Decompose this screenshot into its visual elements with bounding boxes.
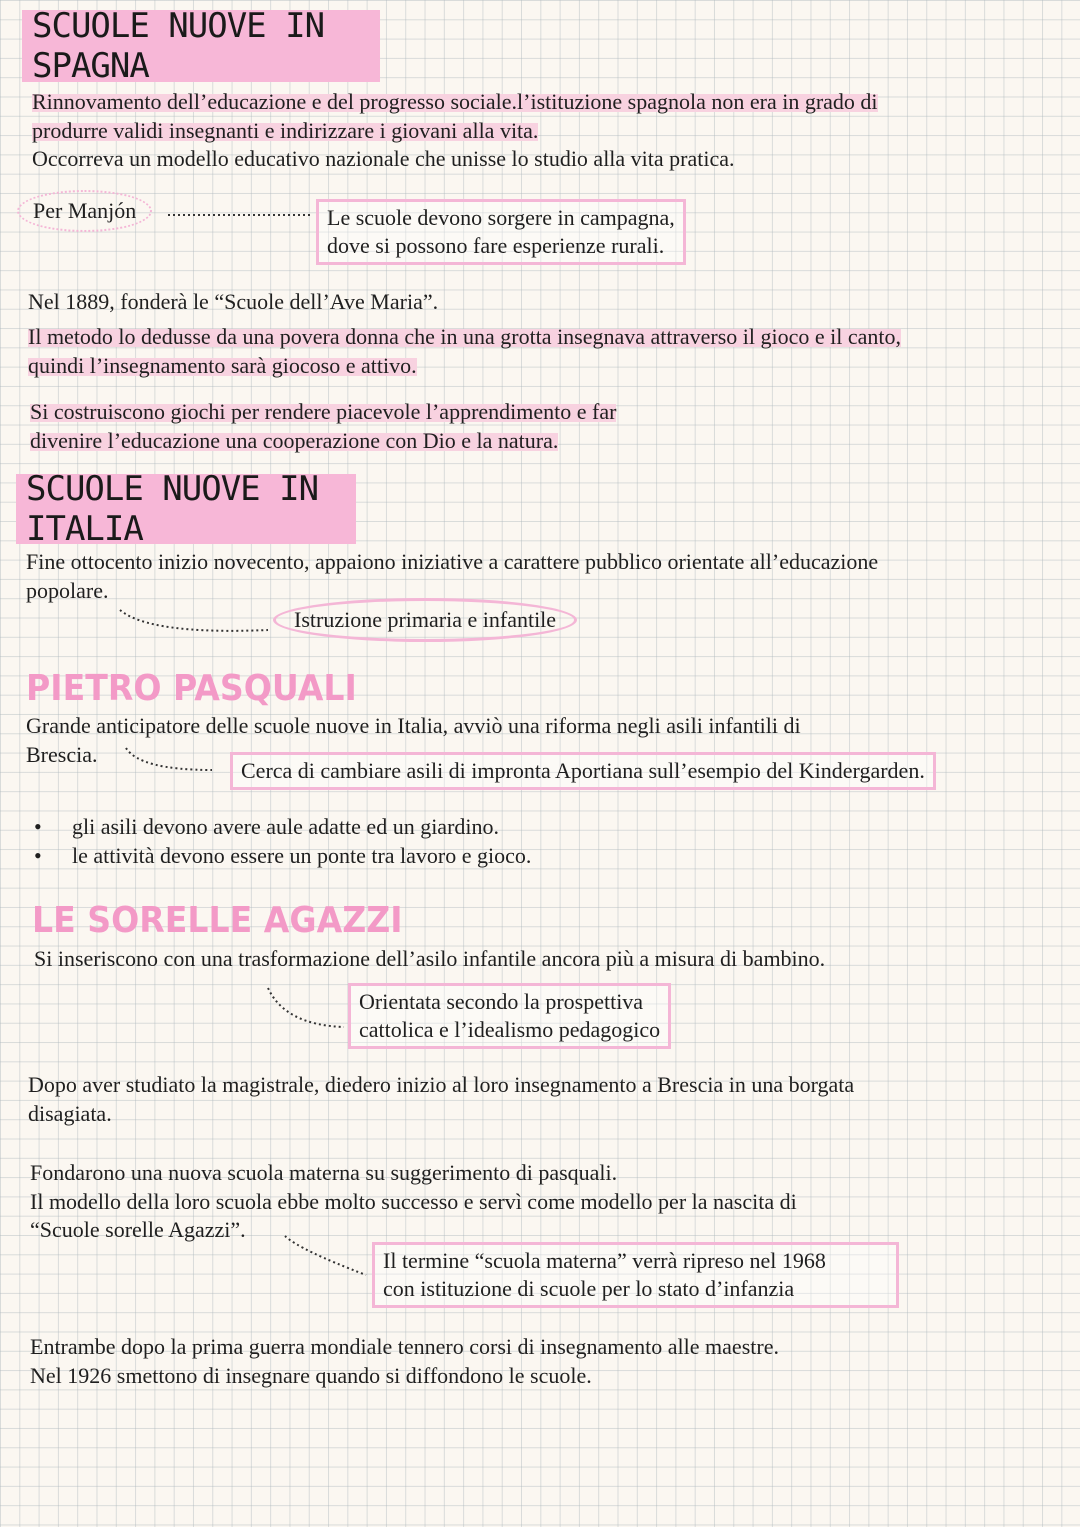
spagna-intro-line-2: produrre validi insegnanti e indirizzare i giovani alla vita.	[32, 117, 539, 143]
connector-agazzi	[268, 988, 344, 1027]
fondarono-line-2: Il modello della loro scuola ebbe molto successo e servì come modello per la nascita di	[30, 1188, 797, 1214]
manjon-box	[316, 199, 686, 265]
manjon-box-line-1: Le scuole devono sorgere in campagna,	[327, 205, 675, 230]
games-text	[30, 398, 616, 455]
ending-line-2: Nel 1926 smettono di insegnare quando si diffondono le scuole.	[30, 1362, 592, 1388]
agazzi-box	[348, 983, 671, 1049]
founding-text: Nel 1889, fonderà le “Scuole dell’Ave Maria”.	[28, 289, 439, 314]
bullet-item: • gli asili devono avere aule adatte ed un giardino.	[28, 813, 531, 842]
fondarono-text	[30, 1159, 797, 1245]
materna-box-line-2: con istituzione di scuole per lo stato d’infanzia	[383, 1276, 795, 1301]
italia-intro-line-1: Fine ottocento inizio novecento, appaiono iniziative a carattere pubblico orientate all’educazione	[26, 549, 879, 574]
bullet-item: • le attività devono essere un ponte tra lavoro e gioco.	[28, 842, 531, 871]
pasquali-line-2: Brescia.	[26, 741, 98, 767]
istruzione-oval: Istruzione primaria e infantile	[273, 598, 577, 642]
magistrale-line-2: disagiata.	[28, 1100, 112, 1126]
italia-intro-line-2: popolare.	[26, 577, 109, 603]
connector-istruzione	[120, 610, 268, 631]
method-line-2: quindi l’insegnamento sarà giocoso e attivo.	[28, 352, 417, 378]
manjon-label: Per Manjón	[17, 190, 152, 232]
agazzi-box-line-2: cattolica e l’idealismo pedagogico	[359, 1017, 661, 1042]
fondarono-line-3: “Scuole sorelle Agazzi”.	[30, 1217, 246, 1242]
ending-line-1: Entrambe dopo la prima guerra mondiale tennero corsi di insegnamento alle maestre.	[30, 1334, 779, 1359]
agazzi-box-line-1: Orientata secondo la prospettiva	[359, 989, 644, 1014]
agazzi-text: Si inseriscono con una trasformazione dell’asilo infantile ancora più a misura di bambino.	[34, 946, 826, 971]
pasquali-line-1: Grande anticipatore delle scuole nuove in Italia, avviò una riforma negli asili infantili di	[26, 713, 801, 738]
magistrale-text	[28, 1071, 854, 1128]
section-title-italia: SCUOLE NUOVE IN ITALIA	[16, 474, 356, 544]
italia-intro	[26, 548, 878, 605]
manjon-box-line-2: dove si possono fare esperienze rurali.	[327, 233, 665, 258]
pasquali-box: Cerca di cambiare asili di impronta Aportiana sull’esempio del Kindergarden.	[230, 752, 936, 790]
pasquali-bullets	[28, 813, 531, 870]
fondarono-line-1: Fondarono una nuova scuola materna su suggerimento di pasquali.	[30, 1160, 618, 1185]
games-line-2: divenire l’educazione una cooperazione con Dio e la natura.	[30, 427, 559, 453]
method-line-1: Il metodo lo dedusse da una povera donna che in una grotta insegnava attraverso il gioco e il canto,	[28, 324, 901, 349]
materna-box-line-1: Il termine “scuola materna” verrà ripreso nel 1968	[383, 1248, 826, 1273]
heading-pasquali: PIETRO PASQUALI	[26, 668, 357, 709]
magistrale-line-1: Dopo aver studiato la magistrale, diedero inizio al loro insegnamento a Brescia in una borgata	[28, 1072, 855, 1097]
spagna-intro-line-3: Occorreva un modello educativo nazionale che unisse lo studio alla vita pratica.	[32, 146, 735, 171]
heading-agazzi: LE SORELLE AGAZZI	[32, 900, 403, 941]
spagna-intro	[32, 88, 878, 174]
games-line-1: Si costruiscono giochi per rendere piacevole l’apprendimento e far	[30, 399, 617, 424]
materna-box	[372, 1242, 899, 1308]
spagna-intro-line-1: Rinnovamento dell’educazione e del progresso sociale.l’istituzione spagnola non era in grado di	[32, 89, 878, 114]
method-text	[28, 323, 901, 380]
section-title-spagna: SCUOLE NUOVE IN SPAGNA	[22, 10, 380, 82]
ending-text	[30, 1333, 779, 1390]
